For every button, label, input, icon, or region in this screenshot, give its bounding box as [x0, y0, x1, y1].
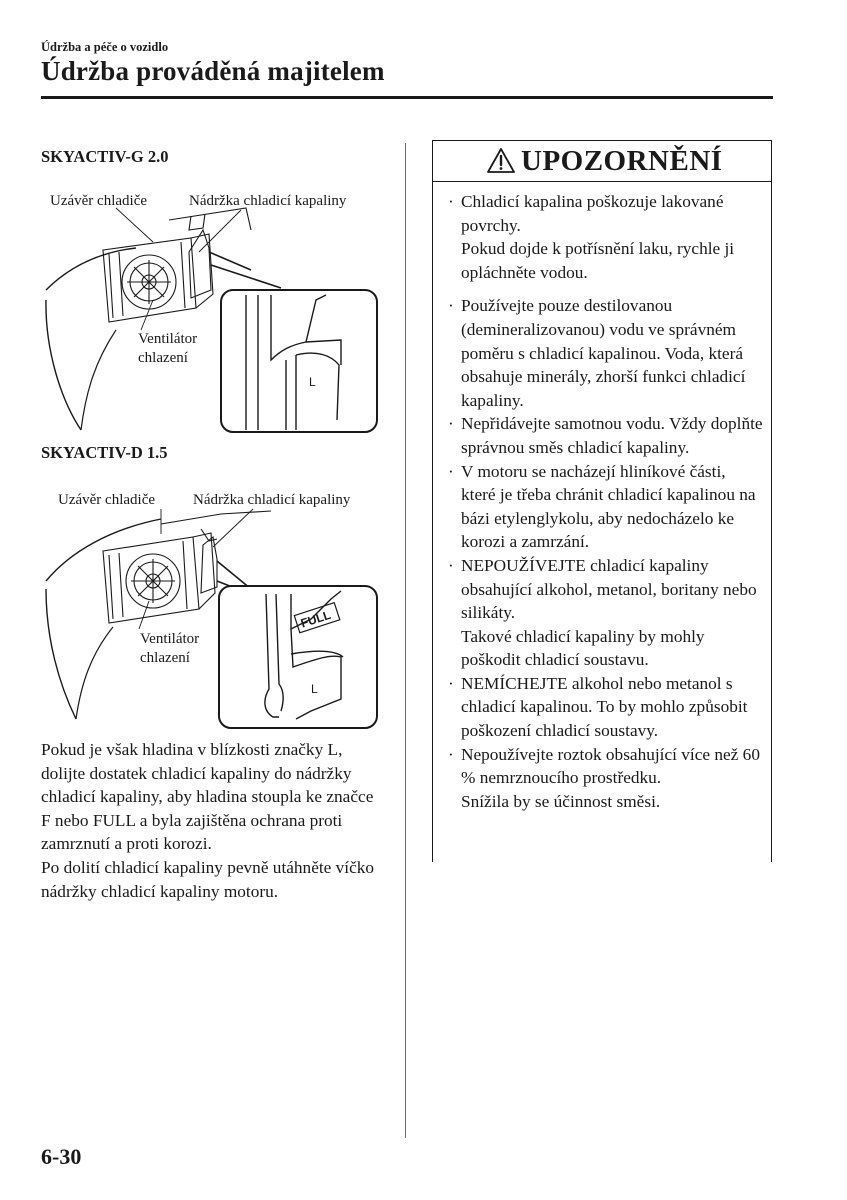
- label-cooling-fan: [140, 630, 199, 668]
- page-number: 6-30: [41, 1144, 82, 1169]
- inset-mark-l: L: [311, 682, 318, 696]
- warning-item-extra: Takové chladicí kapaliny by mohly poškodit chladicí soustavu.: [461, 626, 705, 670]
- warning-item: [446, 294, 764, 412]
- label-cooling-fan-line1: Ventilátor: [140, 631, 200, 647]
- label-coolant-reservoir: Nádržka chladicí kapaliny: [189, 193, 347, 209]
- figure-heading-skyactiv-g: SKYACTIV-G 2.0: [41, 147, 169, 166]
- label-radiator-cap: Uzávěr chladiče: [50, 193, 148, 209]
- warning-list: [446, 190, 764, 813]
- engine-bay-illustration: [41, 190, 381, 460]
- bullet-dot-icon: ·: [448, 744, 454, 764]
- warning-item-text: Nepoužívejte roztok obsahující více než 60 % nemrznoucího prostředku.: [461, 744, 760, 788]
- page-title: Údržba prováděná majitelem: [41, 56, 385, 86]
- warning-item-extra: Snížila by se účinnost směsi.: [461, 791, 661, 811]
- warning-header: [432, 140, 772, 182]
- figure-engine-bay-g: [41, 190, 381, 470]
- figure-engine-bay-d: [41, 489, 381, 769]
- bullet-dot-icon: ·: [448, 296, 454, 316]
- column-divider: [405, 143, 406, 1138]
- warning-item: [446, 460, 764, 554]
- figure-heading-skyactiv-d: SKYACTIV-D 1.5: [41, 443, 168, 462]
- warning-item-text: Používejte pouze destilovanou (demineralizovanou) vodu ve správném poměru s chladicí kapalinou. Voda, která obsahuje minerály, zhorší funkci chladicí kapaliny.: [461, 296, 746, 410]
- breadcrumb: Údržba a péče o vozidlo: [41, 40, 169, 54]
- warning-item-extra: Pokud dojde k potřísnění laku, rychle ji opláchněte vodou.: [461, 239, 735, 282]
- warning-border-right: [771, 182, 772, 862]
- body-paragraph: Po dolití chladicí kapaliny pevně utáhněte víčko nádržky chladicí kapaliny motoru.: [41, 857, 375, 901]
- label-coolant-reservoir: Nádržka chladicí kapaliny: [193, 492, 351, 508]
- warning-item: [446, 672, 764, 743]
- bullet-dot-icon: ·: [448, 673, 454, 693]
- warning-item-text: V motoru se nacházejí hliníkové části, které je třeba chránit chladicí kapalinou na bázi etylenglykolu, aby nedocházelo ke korozi a zamrzání.: [461, 461, 756, 552]
- warning-triangle-icon: [486, 147, 516, 174]
- warning-item: [446, 743, 764, 814]
- bullet-dot-icon: ·: [448, 192, 454, 211]
- warning-item: [446, 190, 764, 284]
- engine-bay-illustration: [41, 489, 381, 739]
- warning-title: UPOZORNĚNÍ: [521, 145, 723, 177]
- label-radiator-cap: Uzávěr chladiče: [58, 492, 156, 508]
- warning-item: [446, 412, 764, 459]
- label-cooling-fan: [138, 330, 197, 368]
- label-cooling-fan-line1: Ventilátor: [138, 331, 198, 347]
- title-rule: [41, 96, 773, 99]
- bullet-dot-icon: ·: [448, 461, 454, 481]
- warning-item-text: NEPOUŽÍVEJTE chladicí kapaliny obsahující alkohol, metanol, boritany nebo silikáty.: [461, 555, 757, 623]
- warning-box: [432, 140, 772, 862]
- label-cooling-fan-line2: chlazení: [140, 650, 190, 666]
- warning-item: [446, 554, 764, 672]
- warning-item-text: Nepřidávejte samotnou vodu. Vždy doplňte správnou směs chladicí kapaliny.: [461, 414, 763, 457]
- warning-item-text: NEMÍCHEJTE alkohol nebo metanol s chladicí kapalinou. To by mohlo způsobit poškození chladicí soustavy.: [461, 673, 748, 741]
- body-text: [41, 738, 386, 903]
- bullet-dot-icon: ·: [448, 555, 454, 575]
- label-cooling-fan-line2: chlazení: [138, 350, 188, 366]
- inset-full-mark: FULL: [299, 607, 333, 631]
- bullet-dot-icon: ·: [448, 414, 454, 434]
- body-paragraph: Pokud je však hladina v blízkosti značky L, dolijte dostatek chladicí kapaliny do nádržky chladicí kapaliny, aby hladina stoupla ke značce F nebo FULL a byla zajištěna ochrana proti zamrznutí a proti korozi.: [41, 740, 374, 854]
- warning-border-left: [432, 182, 433, 862]
- warning-item-text: Chladicí kapalina poškozuje lakované povrchy.: [461, 192, 724, 235]
- inset-mark-l: L: [309, 375, 316, 389]
